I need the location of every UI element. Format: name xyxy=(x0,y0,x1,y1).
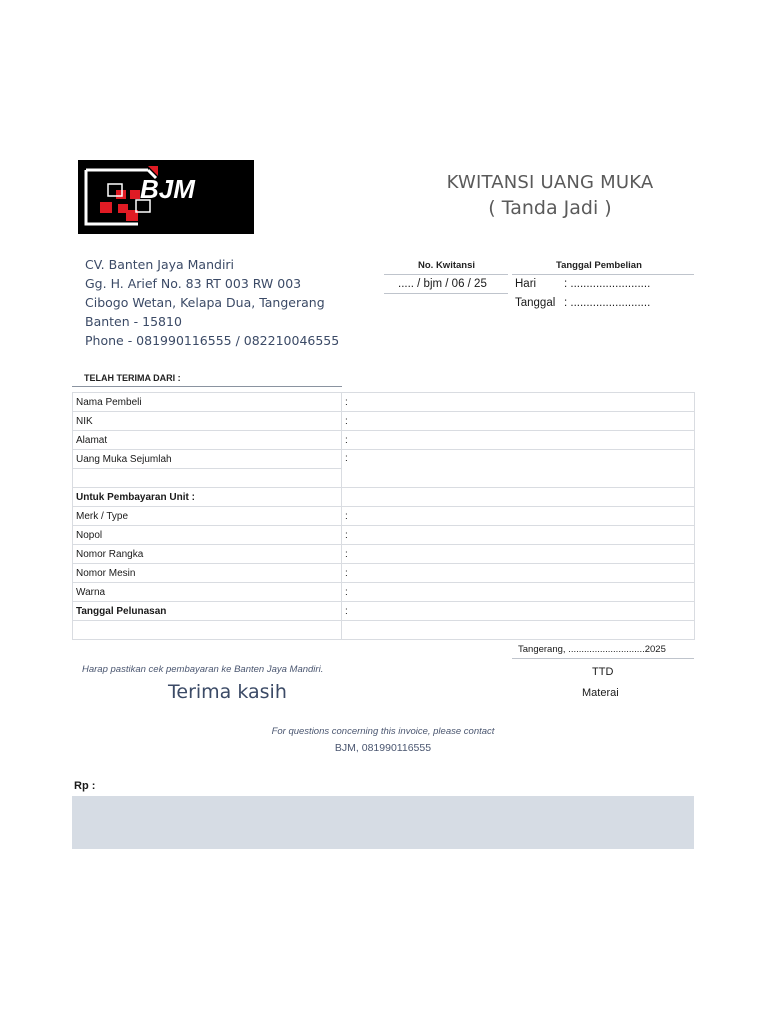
table-row xyxy=(73,412,695,431)
row-value xyxy=(342,488,695,507)
row-value: : xyxy=(342,564,695,583)
day-label: Hari xyxy=(515,278,537,290)
row-label: Nama Pembeli xyxy=(73,393,342,412)
table-row xyxy=(73,545,695,564)
row-label: Nomor Rangka xyxy=(73,545,342,564)
contact-line-1: For questions concerning this invoice, please contact xyxy=(271,726,495,737)
row-label xyxy=(73,469,342,488)
day-value: : ......................... xyxy=(564,278,651,290)
row-value: : xyxy=(342,507,695,526)
row-value: : xyxy=(342,393,695,412)
table-row xyxy=(73,488,695,507)
row-label: Untuk Pembayaran Unit : xyxy=(73,488,342,507)
table-row xyxy=(73,450,695,469)
table-row xyxy=(73,431,695,450)
row-label xyxy=(73,621,342,640)
divider xyxy=(384,293,508,294)
table-row xyxy=(73,564,695,583)
row-value: : xyxy=(342,545,695,564)
stamp-label: Materai xyxy=(582,687,619,699)
divider xyxy=(512,274,694,275)
row-label: Tanggal Pelunasan xyxy=(73,602,342,621)
date-value: : ......................... xyxy=(564,297,651,309)
divider xyxy=(72,386,342,387)
row-label: NIK xyxy=(73,412,342,431)
table-row xyxy=(73,583,695,602)
contact-line-2: BJM, 081990116555 xyxy=(334,742,432,754)
row-label: Nomor Mesin xyxy=(73,564,342,583)
table-row xyxy=(73,526,695,545)
purchase-date-label: Tanggal Pembelian xyxy=(556,260,642,271)
date-label: Tanggal xyxy=(515,297,556,309)
row-value: : xyxy=(342,526,695,545)
row-value: : xyxy=(342,602,695,621)
received-from-label: TELAH TERIMA DARI : xyxy=(84,373,181,383)
thank-you-text: Terima kasih xyxy=(168,681,287,703)
amount-label: Rp : xyxy=(74,780,96,792)
row-label: Merk / Type xyxy=(73,507,342,526)
divider xyxy=(512,658,694,659)
document-title: KWITANSI UANG MUKA xyxy=(446,172,654,193)
payment-note: Harap pastikan cek pembayaran ke Banten Jaya Mandiri. xyxy=(82,664,324,675)
company-address-2: Cibogo Wetan, Kelapa Dua, Tangerang xyxy=(85,295,325,310)
company-address-3: Banten - 15810 xyxy=(85,314,182,329)
row-value: : xyxy=(342,450,695,488)
receipt-number-value: ..... / bjm / 06 / 25 xyxy=(398,278,487,290)
signature-label: TTD xyxy=(592,666,614,678)
row-value xyxy=(342,621,695,640)
row-value: : xyxy=(342,583,695,602)
divider xyxy=(384,274,508,275)
table-row xyxy=(73,393,695,412)
receipt-number-label: No. Kwitansi xyxy=(418,260,476,271)
row-label: Nopol xyxy=(73,526,342,545)
place-date: Tangerang, .............................2025 xyxy=(518,644,666,655)
table-row xyxy=(73,602,695,621)
row-label: Alamat xyxy=(73,431,342,450)
company-phone: Phone - 081990116555 / 082210046555 xyxy=(85,333,340,348)
row-label: Uang Muka Sejumlah xyxy=(73,450,342,469)
company-address-1: Gg. H. Arief No. 83 RT 003 RW 003 xyxy=(85,276,302,291)
logo-text: BJM xyxy=(140,174,195,204)
row-value: : xyxy=(342,431,695,450)
details-table xyxy=(72,392,695,640)
document-subtitle: ( Tanda Jadi ) xyxy=(488,197,612,219)
amount-box xyxy=(72,796,694,849)
company-name: CV. Banten Jaya Mandiri xyxy=(85,257,235,272)
table-row xyxy=(73,507,695,526)
row-value: : xyxy=(342,412,695,431)
company-logo xyxy=(78,160,254,234)
row-label: Warna xyxy=(73,583,342,602)
table-row xyxy=(73,621,695,640)
